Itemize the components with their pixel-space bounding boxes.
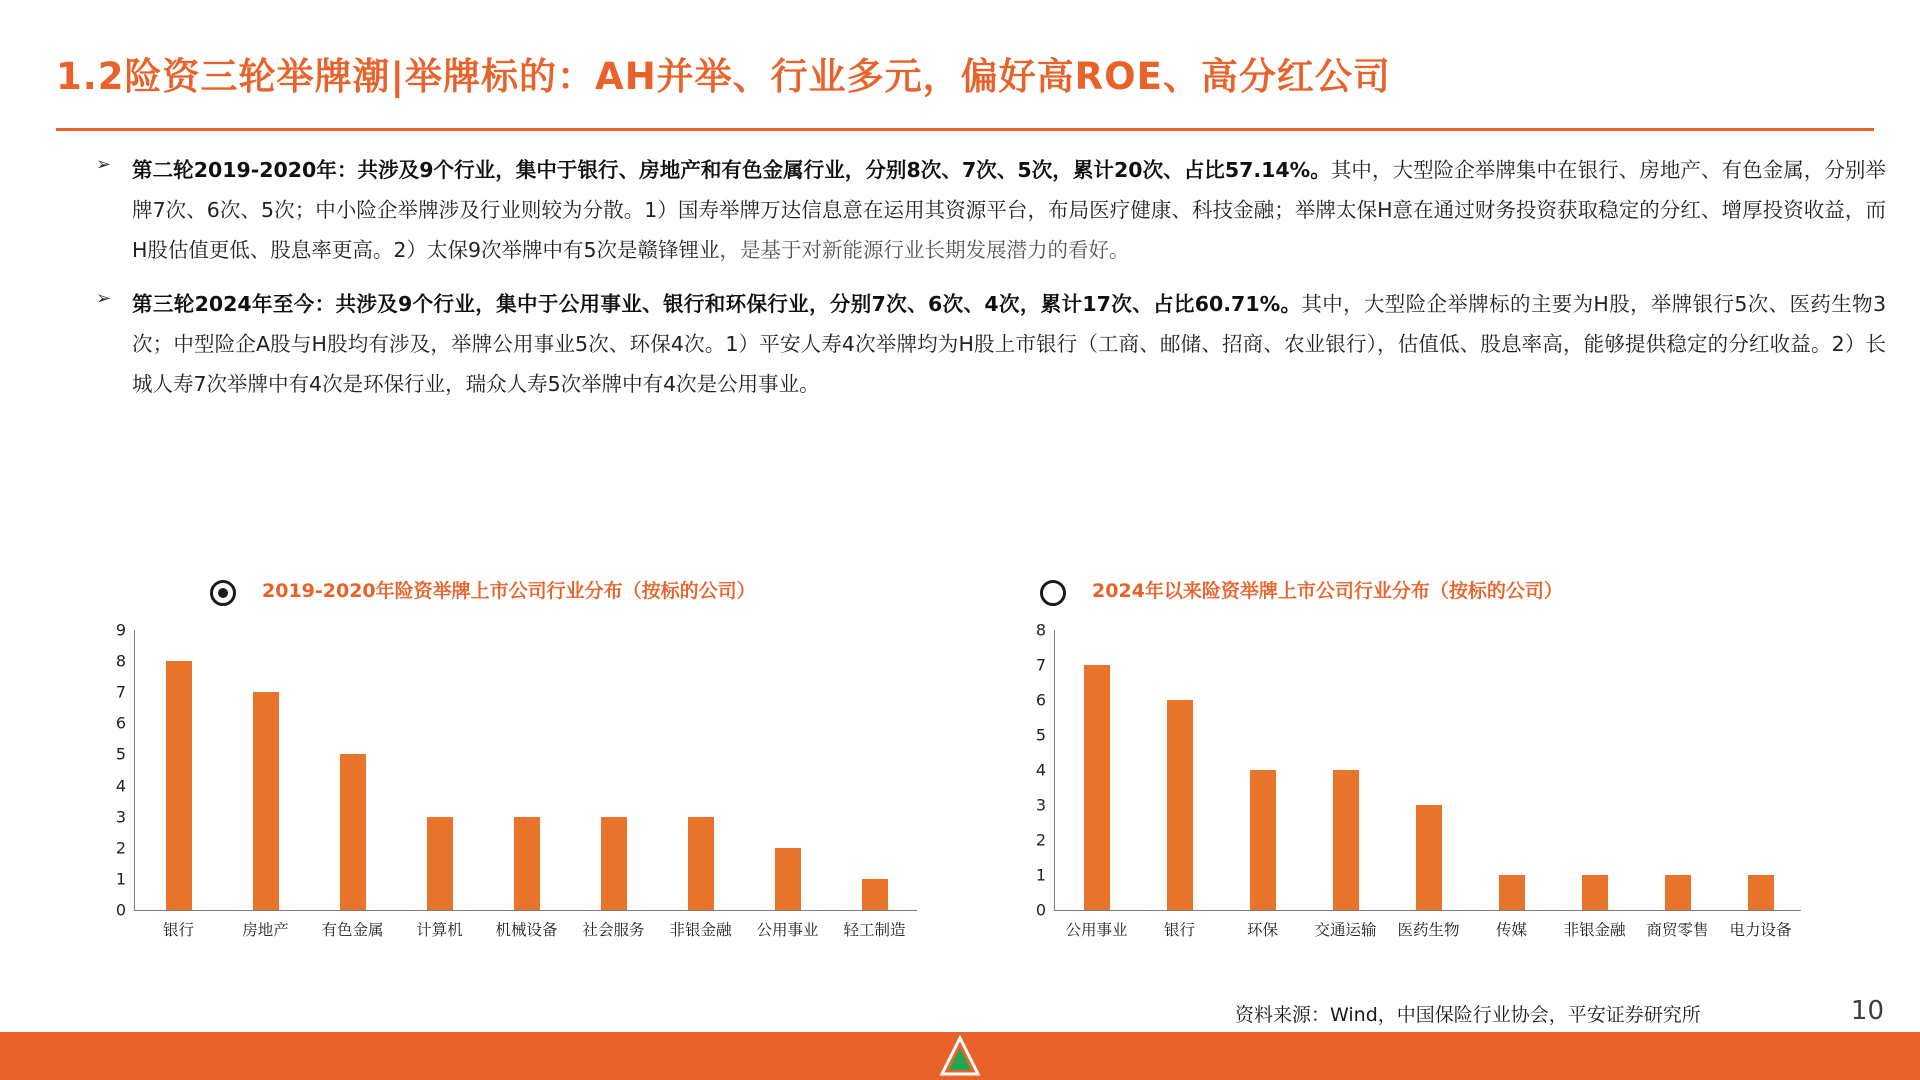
bar-group xyxy=(1055,630,1138,910)
chart-header-right xyxy=(1010,570,1870,630)
bar-group xyxy=(1304,630,1387,910)
bar-chart-right xyxy=(1010,620,1870,950)
chart-header-left xyxy=(90,570,990,630)
bar xyxy=(862,879,888,910)
bar xyxy=(1748,875,1774,910)
bar xyxy=(688,817,714,910)
bar-group xyxy=(135,630,222,910)
bar-group xyxy=(1636,630,1719,910)
bullet-tail: ，是基于对新能源行业长期发展潜力的看好。 xyxy=(719,238,1130,262)
y-axis-tick: 4 xyxy=(1035,760,1046,780)
bar xyxy=(1499,875,1525,910)
bar xyxy=(1333,770,1359,910)
y-axis-tick: 8 xyxy=(115,651,126,671)
y-axis-tick: 2 xyxy=(115,838,126,858)
page-title: 1.2险资三轮举牌潮|举牌标的：AH并举、行业多元，偏好高ROE、高分红公司 xyxy=(56,55,1391,98)
x-axis-label: 有色金属 xyxy=(321,921,384,939)
x-axis-label: 传媒 xyxy=(1495,921,1527,939)
bullet-list xyxy=(96,150,1886,418)
bar xyxy=(1665,875,1691,910)
y-axis-tick: 8 xyxy=(1035,620,1046,640)
x-axis-label: 环保 xyxy=(1246,921,1278,939)
x-axis-label: 公用事业 xyxy=(1065,921,1128,939)
x-axis-label: 非银金融 xyxy=(669,921,732,939)
chart-selector-radio-left[interactable] xyxy=(210,580,236,606)
bar xyxy=(1084,665,1110,910)
y-axis-tick: 1 xyxy=(115,869,126,889)
x-axis-label: 社会服务 xyxy=(582,921,645,939)
bar-group xyxy=(483,630,570,910)
chart-panel-right xyxy=(1010,570,1870,950)
chart-title-left: 2019-2020年险资举牌上市公司行业分布（按标的公司） xyxy=(262,580,756,602)
company-logo-icon xyxy=(934,1034,986,1078)
y-axis-tick: 1 xyxy=(1035,865,1046,885)
title-block xyxy=(56,46,1876,100)
y-axis-tick: 5 xyxy=(1035,725,1046,745)
y-axis-tick: 5 xyxy=(115,744,126,764)
bullet-arrow-icon: ➢ xyxy=(96,288,112,309)
bullet-text xyxy=(132,150,1886,270)
y-axis-tick: 6 xyxy=(115,713,126,733)
bar-group xyxy=(1221,630,1304,910)
list-item xyxy=(96,150,1886,270)
y-axis-tick: 4 xyxy=(115,776,126,796)
x-axis-label: 房地产 xyxy=(242,921,289,939)
bar xyxy=(1416,805,1442,910)
bar-group xyxy=(570,630,657,910)
y-axis-tick: 9 xyxy=(115,620,126,640)
x-axis-label: 商贸零售 xyxy=(1646,921,1709,939)
bar xyxy=(1250,770,1276,910)
bar-group xyxy=(309,630,396,910)
x-axis-label: 银行 xyxy=(1163,921,1195,939)
x-axis-label: 公用事业 xyxy=(756,921,819,939)
bars-left xyxy=(135,630,918,910)
bar xyxy=(166,661,192,910)
bar-group xyxy=(831,630,918,910)
bar-group xyxy=(1553,630,1636,910)
y-axis-left xyxy=(90,620,134,920)
source-note: 资料来源：Wind，中国保险行业协会，平安证券研究所 xyxy=(1235,1004,1701,1026)
bullet-lead: 第二轮2019-2020年：共涉及9个行业，集中于银行、房地产和有色金属行业，分别8次、7次、5次，累计20次、占比57.14%。 xyxy=(132,158,1331,182)
bar xyxy=(427,817,453,910)
x-axis-label: 机械设备 xyxy=(495,921,558,939)
y-axis-tick: 7 xyxy=(1035,655,1046,675)
x-axis-label: 计算机 xyxy=(416,921,463,939)
chart-panel-left xyxy=(90,570,990,950)
bullet-rest: 其中，大型险企举牌集中在银行、房地产、有色金属，分别举牌7次、6次、5次；中小险企举牌涉及行业则较为分散。1）国寿举牌万达信息意在运用其资源平台，布局医疗健康、科技金融；举牌太保H意在通过财务投资获取稳定的分红、增厚投资收益，而H股估值更低、股息率更高。2）太保9次举牌中有5次是赣锋锂业 xyxy=(132,158,1886,262)
list-item xyxy=(96,284,1886,404)
bar-group xyxy=(1719,630,1802,910)
bar xyxy=(775,848,801,910)
bar xyxy=(253,692,279,910)
x-axis-label: 银行 xyxy=(162,921,194,939)
bar-group xyxy=(222,630,309,910)
y-axis-tick: 7 xyxy=(115,682,126,702)
bar xyxy=(1582,875,1608,910)
x-axis-line-left xyxy=(134,910,917,911)
bar xyxy=(340,754,366,910)
y-axis-tick: 3 xyxy=(115,807,126,827)
bar-group xyxy=(396,630,483,910)
bar-group xyxy=(1138,630,1221,910)
y-axis-right xyxy=(1010,620,1054,920)
y-axis-tick: 6 xyxy=(1035,690,1046,710)
bullet-rest: 其中，大型险企举牌标的主要为H股，举牌银行5次、医药生物3次；中型险企A股与H股均有涉及，举牌公用事业5次、环保4次。1）平安人寿4次举牌均为H股上市银行（工商、邮储、招商、农业银行），估值低、股息率高，能够提供稳定的分红收益。2）长城人寿7次举牌中有4次是环保行业，瑞众人寿5次举牌中有4次是公用事业。 xyxy=(132,292,1886,396)
bullet-lead: 第三轮2024年至今：共涉及9个行业，集中于公用事业、银行和环保行业，分别7次、6次、4次，累计17次、占比60.71%。 xyxy=(132,292,1302,316)
y-axis-tick: 3 xyxy=(1035,795,1046,815)
x-axis-label: 医药生物 xyxy=(1397,921,1460,939)
x-axis-label: 轻工制造 xyxy=(843,921,906,939)
x-axis-line-right xyxy=(1054,910,1801,911)
x-axis-labels-left xyxy=(135,918,918,940)
bar-chart-left xyxy=(90,620,990,950)
bar-group xyxy=(1387,630,1470,910)
y-axis-tick: 2 xyxy=(1035,830,1046,850)
y-axis-tick: 0 xyxy=(115,900,126,920)
chart-selector-radio-right[interactable] xyxy=(1040,580,1066,606)
bar-group xyxy=(1470,630,1553,910)
x-axis-label: 电力设备 xyxy=(1729,921,1792,939)
bar xyxy=(601,817,627,910)
charts-container xyxy=(0,570,1920,1000)
bar xyxy=(514,817,540,910)
x-axis-label: 非银金融 xyxy=(1563,921,1626,939)
x-axis-label: 交通运输 xyxy=(1314,921,1377,939)
bullet-arrow-icon: ➢ xyxy=(96,154,112,175)
bars-right xyxy=(1055,630,1802,910)
bullet-text xyxy=(132,284,1886,404)
title-divider xyxy=(56,128,1874,131)
x-axis-labels-right xyxy=(1055,918,1802,940)
page-number: 10 xyxy=(1850,996,1884,1026)
y-axis-tick: 0 xyxy=(1035,900,1046,920)
bar xyxy=(1167,700,1193,910)
bar-group xyxy=(744,630,831,910)
chart-title-right: 2024年以来险资举牌上市公司行业分布（按标的公司） xyxy=(1092,580,1563,602)
bar-group xyxy=(657,630,744,910)
